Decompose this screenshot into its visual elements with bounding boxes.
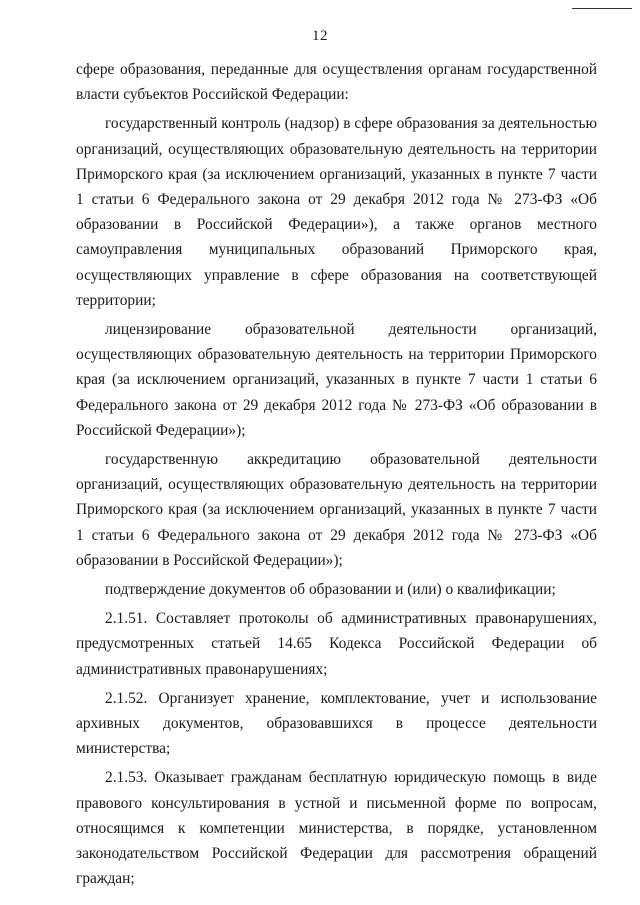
paragraph-continuation: сфере образования, переданные для осуществления органам государственной власти субъектов Российской Федерации: [76,61,597,104]
paragraph-confirmation: подтверждение документов об образовании и (или) о квалификации; [105,581,556,599]
corner-rule [572,8,632,9]
paragraph-2-1-53: 2.1.53. Оказывает гражданам бесплатную юридическую помощь в виде правового консультирования в устной и письменной форме по вопросам, относящимся к компетенции министерства, в порядке, установленном законодательством Российской Федерации для рассмотрения обращений граждан; [76,769,597,888]
paragraph-accreditation: государственную аккредитацию образовательной деятельности организаций, осуществляющих образовательную деятельность на территории Приморского края (за исключением организаций, указанных в пункте 7 части 1 статьи 6 Федерального закона от 29 декабря 2012 года № 273-ФЗ «Об образовании в Российской Федерации»); [76,451,597,569]
paragraph-licensing: лицензирование образовательной деятельности организаций, осуществляющих образовательную деятельность на территории Приморского края (за исключением организаций, указанных в пункте 7 части 1 статьи 6 Федерального закона от 29 декабря 2012 года № 273-ФЗ «Об образовании в Российской Федерации»); [76,321,597,439]
paragraph-2-1-51: 2.1.51. Составляет протоколы об административных правонарушениях, предусмотренных статьей 14.65 Кодекса Российской Федерации об административных правонарушениях; [76,610,597,678]
paragraph-2-1-52: 2.1.52. Организует хранение, комплектование, учет и использование архивных документов, образовавшихся в процессе деятельности министерства; [76,689,597,758]
page-number: 12 [312,28,328,44]
document-body [76,57,597,892]
paragraph-state-control: государственный контроль (надзор) в сфере образования за деятельностью организаций, осуществляющих образовательную деятельность на территории Приморского края (за исключением организаций, указанных в пункте 7 части 1 статьи 6 Федерального закона от 29 декабря 2012 года № 273-ФЗ «Об образовании в Российской Федерации»), а также органов местного самоуправления муниципальных образований Приморского края, осуществляющих управление в сфере образования на соответствующей территории; [76,115,597,309]
